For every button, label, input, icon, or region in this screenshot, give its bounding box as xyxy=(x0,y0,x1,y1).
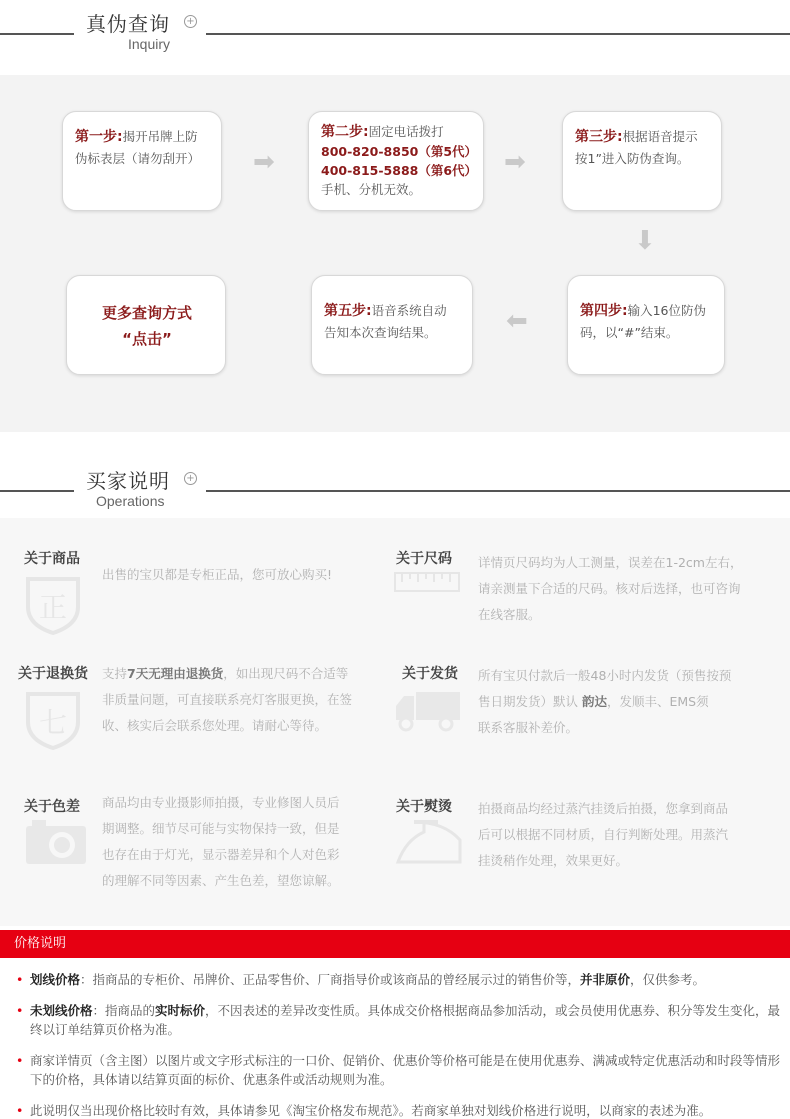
about-ironing-text xyxy=(478,796,783,874)
about-size-text-line-2: 请亲测量下合适的尺码。核对后选择，也可咨询 xyxy=(478,581,741,596)
about-ironing-title: 关于熨烫 xyxy=(396,799,452,815)
about-shipping-text-line-2 xyxy=(478,689,783,715)
bullet-icon: • xyxy=(16,1003,24,1018)
about-size-title: 关于尺码 xyxy=(396,551,452,567)
iron-icon xyxy=(394,816,464,870)
price-explanation-list xyxy=(16,970,786,1119)
about-shipping-text xyxy=(478,663,783,741)
uncrossed-price-term: 未划线价格 xyxy=(30,1003,93,1018)
about-size-text xyxy=(478,550,783,628)
about-color-text xyxy=(102,790,392,894)
arrow-down-icon: ⬇ xyxy=(634,226,656,256)
step-5-label: 第五步: xyxy=(324,303,372,319)
list-item xyxy=(16,1001,786,1039)
crossed-price-tail: ，仅供参考。 xyxy=(630,972,706,987)
more-query-button[interactable] xyxy=(66,275,226,375)
shipping-text-pre: 售日期发货）默认 xyxy=(478,694,582,709)
price-explanation-bar: 价格说明 xyxy=(0,930,790,958)
inquiry-heading xyxy=(0,2,790,62)
uncrossed-price-desc: ：指商品的 xyxy=(92,1003,156,1018)
camera-icon xyxy=(24,818,88,870)
step-2-text: 固定电话拨打 xyxy=(368,124,444,139)
step-5-card xyxy=(311,275,473,375)
about-ironing-text-line-3: 挂烫稍作处理，效果更好。 xyxy=(478,853,629,868)
about-color-text-line-2: 期调整。细节尽可能与实物保持一致，但是 xyxy=(102,821,340,836)
about-ironing-text-line-1: 拍摄商品均经过蒸汽挂烫后拍摄，您拿到商品 xyxy=(478,801,729,816)
seven-day-shield-icon xyxy=(22,688,84,754)
svg-text:七: 七 xyxy=(38,706,68,739)
step-2-label: 第二步: xyxy=(321,124,369,140)
arrow-right-icon: ➡ xyxy=(253,147,275,177)
about-shipping-text-line-1: 所有宝贝付款后一般48小时内发货（预售按预 xyxy=(478,668,732,683)
truck-icon xyxy=(394,688,464,736)
shipping-text-bold: 韵达 xyxy=(581,694,607,709)
step-5-text: 语音系统自动 xyxy=(371,303,447,318)
detail-page-price-note: 商家详情页（含主图）以图片或文字形式标注的一口价、促销价、优惠价等价格可能是在使用优惠券、满减或特定优惠活动和时段等情形下的价格，具体请以结算页面的标价、优惠条件或活动规则为准。 xyxy=(30,1053,781,1087)
step-1-label: 第一步: xyxy=(75,129,123,145)
inquiry-title: 真伪查询 xyxy=(86,12,170,36)
step-2-phone-2: 400-815-5888（第6代） xyxy=(321,163,478,178)
shield-icon xyxy=(22,573,84,639)
uncrossed-price-tail: ，不因表述的差异改变性质。具体成交价格根据商品参加活动，或会员使用优惠券、积分等发生变化，最终以订单结算页价格为准。 xyxy=(30,1003,781,1037)
about-color-text-line-1: 商品均由专业摄影师拍摄，专业修图人员后 xyxy=(102,795,340,810)
about-returns-text-line-2: 非质量问题，可直接联系亮灯客服更换，在签 xyxy=(102,692,353,707)
step-4-text: 输入16位防伪 xyxy=(627,303,707,318)
about-color-text-line-3: 也存在由于灯光，显示器差异和个人对色彩 xyxy=(102,847,340,862)
step-4-card xyxy=(567,275,725,375)
about-goods-text xyxy=(102,562,382,588)
step-1-line-2: 伪标表层（请勿刮开） xyxy=(75,151,201,166)
operations-subtitle: Operations xyxy=(96,493,165,509)
heading-rule-left xyxy=(0,33,74,35)
inquiry-panel xyxy=(0,75,790,432)
bullet-icon: • xyxy=(16,1053,24,1068)
step-3-text: 根据语音提示 xyxy=(622,129,698,144)
returns-text-post: ，如出现尺码不合适等 xyxy=(223,666,349,681)
shipping-text-post: ，发顺丰、EMS须 xyxy=(607,694,709,709)
about-color-title: 关于色差 xyxy=(24,799,80,815)
about-shipping-text-line-3: 联系客服补差价。 xyxy=(478,720,579,735)
price-rule-note: 此说明仅当出现价格比较时有效，具体请参见《淘宝价格发布规范》。若商家单独对划线价格进行说明，以商家的表述为准。 xyxy=(30,1103,712,1118)
step-2-card xyxy=(308,111,484,211)
click-label: “点击” xyxy=(122,330,172,348)
returns-text-bold: 7天无理由退换货 xyxy=(127,666,224,681)
about-size-text-line-1: 详情页尺码均为人工测量，误差在1-2cm左右， xyxy=(478,555,743,570)
list-item xyxy=(16,970,786,989)
realtime-price: 实时标价 xyxy=(155,1003,206,1018)
step-3-card xyxy=(562,111,722,211)
step-3-label: 第三步: xyxy=(575,129,623,145)
bullet-icon: • xyxy=(16,1103,24,1118)
about-returns-text xyxy=(102,661,392,739)
about-ironing-text-line-2: 后可以根据不同材质，自行判断处理。用蒸汽 xyxy=(478,827,729,842)
step-3-line-2: 按1”进入防伪查询。 xyxy=(575,151,690,166)
step-5-line-1 xyxy=(324,300,462,322)
about-goods-title: 关于商品 xyxy=(24,551,80,567)
bullet-icon: • xyxy=(16,972,24,987)
operations-title: 买家说明 xyxy=(86,469,170,493)
returns-text-pre: 支持 xyxy=(102,666,128,681)
step-1-card xyxy=(62,111,222,211)
step-1-line-1 xyxy=(75,126,211,148)
about-color-text-line-4: 的理解不同等因素、产生色差，望您谅解。 xyxy=(102,873,340,888)
step-3-line-1 xyxy=(575,126,711,148)
not-original-price: 并非原价 xyxy=(580,972,631,987)
step-4-label: 第四步: xyxy=(580,303,628,319)
heading-rule-right xyxy=(206,490,790,492)
arrow-right-icon: ➡ xyxy=(504,147,526,177)
operations-heading xyxy=(0,459,790,519)
step-5-line-2: 告知本次查询结果。 xyxy=(324,325,437,340)
arrow-left-icon: ⬅ xyxy=(506,306,528,336)
step-2-line-1 xyxy=(321,122,473,142)
heading-rule-left xyxy=(0,490,74,492)
ruler-icon xyxy=(394,572,460,596)
heading-rule-right xyxy=(206,33,790,35)
about-returns-text-line-3: 收、核实后会联系您处理。请耐心等待。 xyxy=(102,718,328,733)
step-1-text: 揭开吊牌上防 xyxy=(122,129,198,144)
svg-text:正: 正 xyxy=(38,591,68,624)
step-4-line-2: 码，以“#”结束。 xyxy=(580,325,679,340)
about-returns-title: 关于退换货 xyxy=(18,666,88,682)
about-goods-text-line-1: 出售的宝贝都是专柜正品，您可放心购买! xyxy=(102,567,333,582)
step-2-line-4: 手机、分机无效。 xyxy=(321,182,422,197)
about-size-text-line-3: 在线客服。 xyxy=(478,607,541,622)
about-returns-text-line-1 xyxy=(102,661,392,687)
plus-icon: + xyxy=(184,472,197,485)
crossed-price-desc: ：指商品的专柜价、吊牌价、正品零售价、厂商指导价或该商品的曾经展示过的销售价等， xyxy=(80,972,581,987)
crossed-price-term: 划线价格 xyxy=(30,972,81,987)
more-query-label: 更多查询方式 xyxy=(101,304,192,322)
list-item xyxy=(16,1101,786,1119)
step-4-line-1 xyxy=(580,300,714,322)
inquiry-subtitle: Inquiry xyxy=(128,36,171,52)
about-shipping-title: 关于发货 xyxy=(402,666,458,682)
step-2-phone-1: 800-820-8850（第5代） xyxy=(321,144,478,159)
operations-panel xyxy=(0,518,790,926)
plus-icon: + xyxy=(184,15,197,28)
list-item xyxy=(16,1051,786,1089)
